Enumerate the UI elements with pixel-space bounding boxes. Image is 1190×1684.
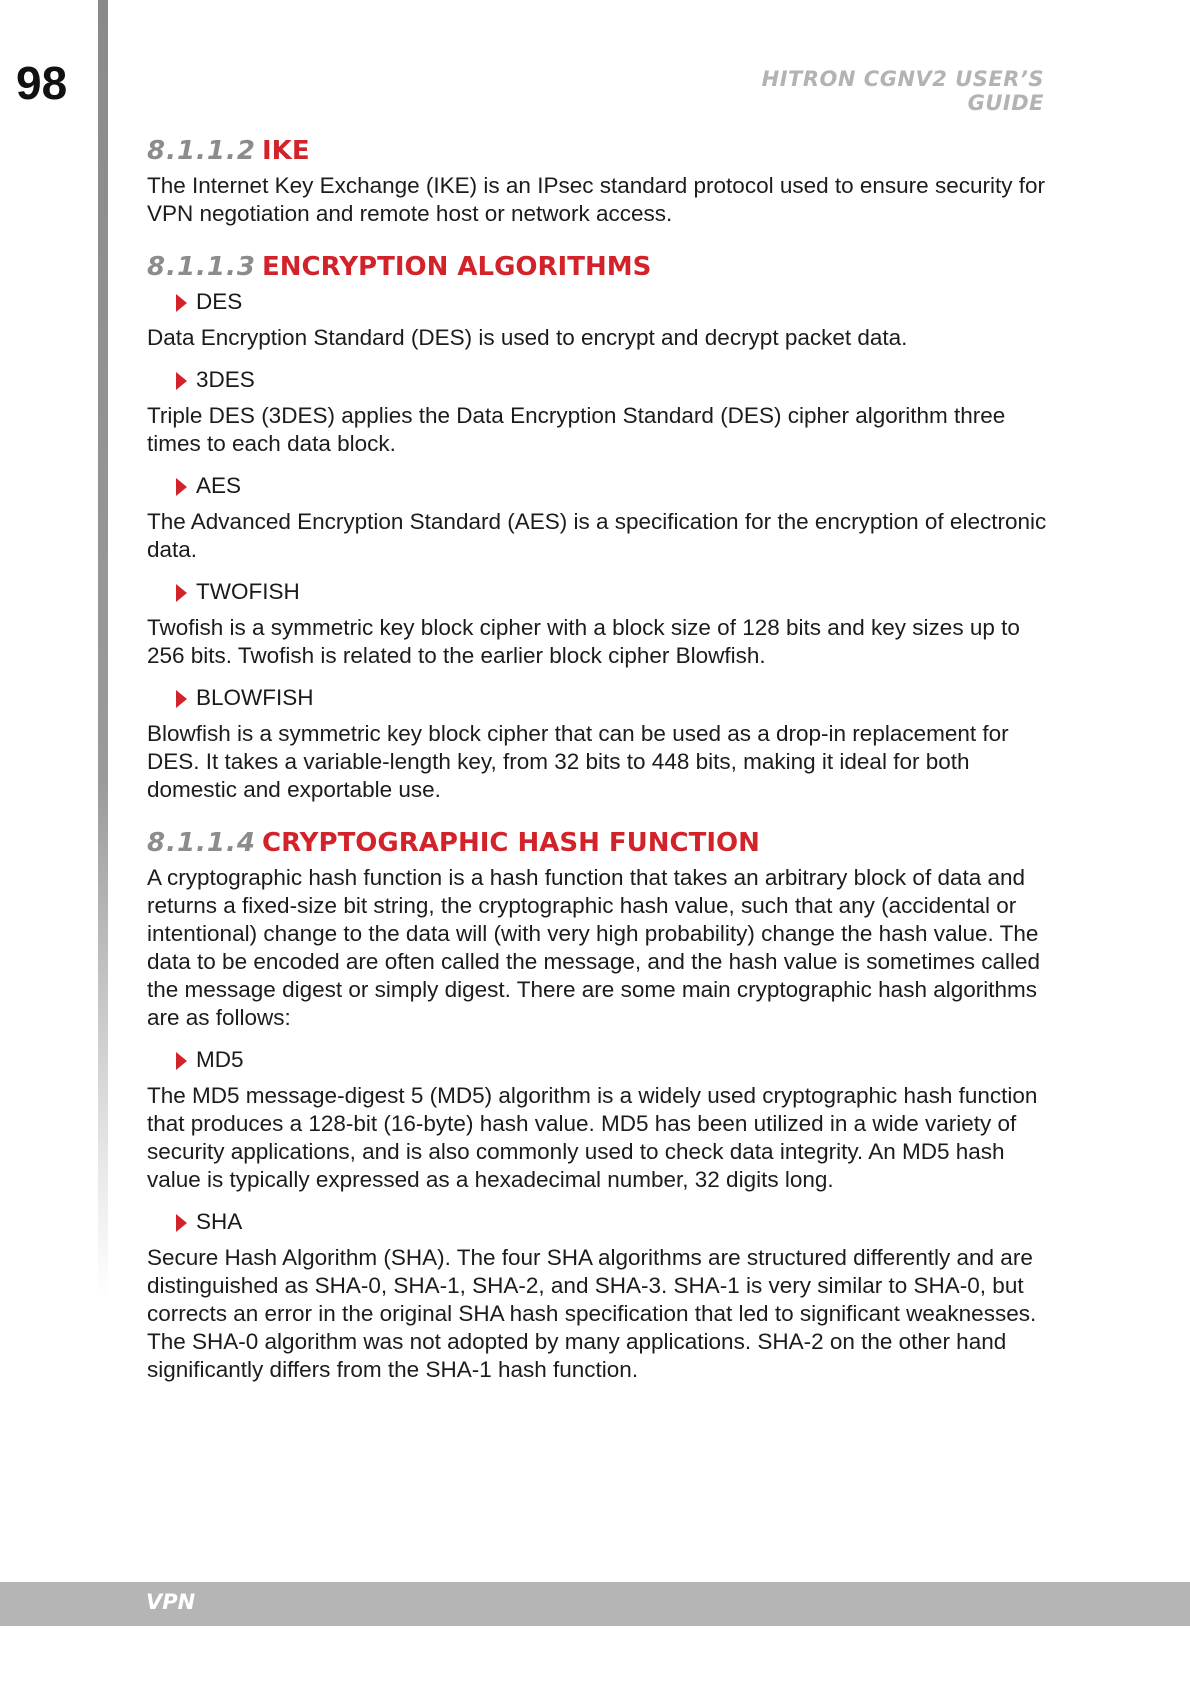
triangle-bullet-icon xyxy=(176,294,187,312)
section-number: 8.1.1.3 xyxy=(147,252,256,282)
page-number: 98 xyxy=(16,57,68,109)
section-title: ENCRYPTION ALGORITHMS xyxy=(262,252,652,282)
bullet-label: 3DES xyxy=(196,367,255,392)
bullet-label: SHA xyxy=(196,1209,243,1234)
section-title: IKE xyxy=(262,136,310,166)
page-content xyxy=(147,134,1047,1384)
bullet-description: The MD5 message-digest 5 (MD5) algorithm is a widely used cryptographic hash function that produces a 128-bit (16-byte) hash value. MD5 has been utilized in a wide variety of security applications, and is also commonly used to check data integrity. An MD5 hash value is typically expressed as a hexadecimal number, 32 digits long. xyxy=(147,1083,1038,1192)
section-intro: A cryptographic hash function is a hash function that takes an arbitrary block of data and returns a fixed-size bit string, the cryptographic hash value, such that any (accidental or intentional) change to the data will (with very high probability) change the hash value. The data to be encoded are often called the message, and the hash value is sometimes called the message digest or simply digest. There are some main cryptographic hash algorithms are as follows: xyxy=(147,865,1041,1030)
section-encryption-algorithms xyxy=(147,250,1047,804)
section-intro: The Internet Key Exchange (IKE) is an IPsec standard protocol used to ensure security for VPN negotiation and remote host or network access. xyxy=(147,173,1045,226)
triangle-bullet-icon xyxy=(176,478,187,496)
section-heading xyxy=(147,826,1047,860)
triangle-bullet-icon xyxy=(176,1052,187,1070)
triangle-bullet-icon xyxy=(176,584,187,602)
bullet-description: Triple DES (3DES) applies the Data Encryption Standard (DES) cipher algorithm three times to each data block. xyxy=(147,403,1006,456)
bullet-item-twofish xyxy=(147,578,1047,606)
section-number: 8.1.1.4 xyxy=(147,828,256,858)
bullet-description: Data Encryption Standard (DES) is used to encrypt and decrypt packet data. xyxy=(147,325,908,350)
bullet-item-sha xyxy=(147,1208,1047,1236)
bullet-label: BLOWFISH xyxy=(196,685,314,710)
section-heading xyxy=(147,134,1047,168)
triangle-bullet-icon xyxy=(176,372,187,390)
bullet-item-3des xyxy=(147,366,1047,394)
bullet-item-des xyxy=(147,288,1047,316)
triangle-bullet-icon xyxy=(176,690,187,708)
bullet-label: TWOFISH xyxy=(196,579,300,604)
bullet-label: AES xyxy=(196,473,242,498)
bullet-item-aes xyxy=(147,472,1047,500)
bullet-item-blowfish xyxy=(147,684,1047,712)
bullet-description: Blowfish is a symmetric key block cipher that can be used as a drop-in replacement for DES. It takes a variable-length key, from 32 bits to 448 bits, making it ideal for both domestic and exportable use. xyxy=(147,721,1009,802)
section-heading xyxy=(147,250,1047,284)
side-bar-decoration xyxy=(98,0,108,1300)
section-cryptographic-hash-function xyxy=(147,826,1047,1384)
section-ike xyxy=(147,134,1047,228)
bullet-description: Twofish is a symmetric key block cipher with a block size of 128 bits and key sizes up to 256 bits. Twofish is related to the earlier block cipher Blowfish. xyxy=(147,615,1020,668)
section-number: 8.1.1.2 xyxy=(147,136,256,166)
bullet-label: DES xyxy=(196,289,243,314)
footer-band xyxy=(0,1582,1190,1626)
bullet-description: The Advanced Encryption Standard (AES) is a specification for the encryption of electronic data. xyxy=(147,509,1047,562)
running-head: HITRON CGNV2 USER’S GUIDE xyxy=(761,67,1044,115)
triangle-bullet-icon xyxy=(176,1214,187,1232)
section-title: CRYPTOGRAPHIC HASH FUNCTION xyxy=(262,828,760,858)
bullet-description: Secure Hash Algorithm (SHA). The four SHA algorithms are structured differently and are distinguished as SHA-0, SHA-1, SHA-2, and SHA-3. SHA-1 is very similar to SHA-0, but corrects an error in the original SHA hash specification that led to significant weaknesses. The SHA-0 algorithm was not adopted by many applications. SHA-2 on the other hand significantly differs from the SHA-1 hash function. xyxy=(147,1245,1037,1382)
footer-chapter-label: VPN xyxy=(146,1590,196,1614)
bullet-item-md5 xyxy=(147,1046,1047,1074)
bullet-label: MD5 xyxy=(196,1047,244,1072)
